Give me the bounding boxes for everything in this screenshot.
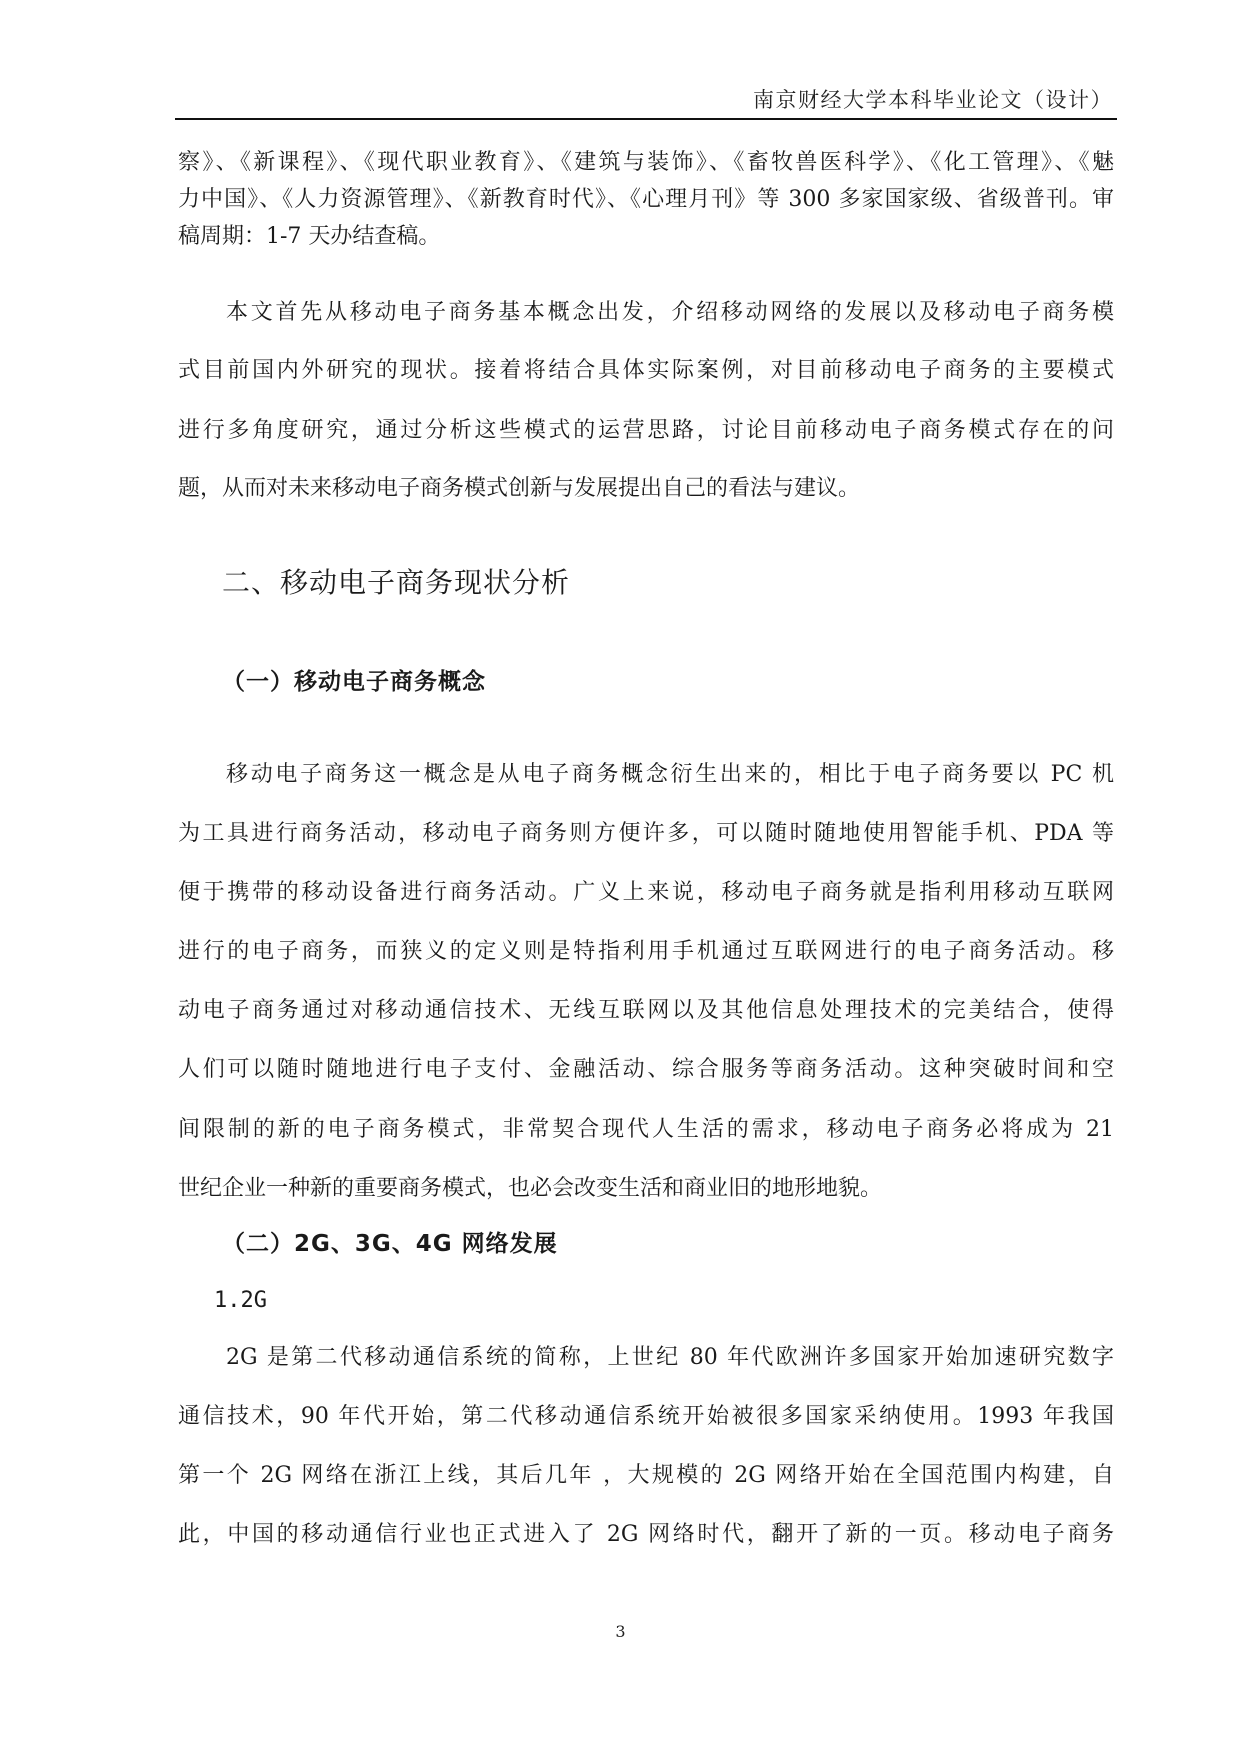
text-line: 便于携带的移动设备进行商务活动。广义上来说，移动电子商务就是指利用移动互联网 bbox=[178, 880, 1114, 905]
text-line: 为工具进行商务活动，移动电子商务则方便许多，可以随时随地使用智能手机、PDA 等 bbox=[178, 821, 1114, 846]
text-line: 间限制的新的电子商务模式，非常契合现代人生活的需求，移动电子商务必将成为 21 bbox=[178, 1117, 1114, 1142]
text-line: 世纪企业一种新的重要商务模式，也必会改变生活和商业旧的地形地貌。 bbox=[178, 1176, 883, 1201]
page-number: 3 bbox=[615, 1622, 626, 1641]
text-line: 进行多角度研究，通过分析这些模式的运营思路，讨论目前移动电子商务模式存在的问 bbox=[178, 418, 1114, 443]
text-line: 力中国》、《人力资源管理》、《新教育时代》、《心理月刊》等 300 多家国家级、省级普刊。审 bbox=[178, 187, 1114, 212]
text-line: 式目前国内外研究的现状。接着将结合具体实际案例，对目前移动电子商务的主要模式 bbox=[178, 358, 1114, 383]
item-heading: 1.2G bbox=[214, 1288, 267, 1313]
text-line: 稿周期：1-7 天办结查稿。 bbox=[178, 224, 441, 249]
text-line: 此，中国的移动通信行业也正式进入了 2G 网络时代，翻开了新的一页。移动电子商务 bbox=[178, 1522, 1114, 1547]
text-line: 人们可以随时随地进行电子支付、金融活动、综合服务等商务活动。这种突破时间和空 bbox=[178, 1057, 1114, 1082]
text-line: 题，从而对未来移动电子商务模式创新与发展提出自己的看法与建议。 bbox=[178, 476, 861, 501]
subsection-heading: （一）移动电子商务概念 bbox=[222, 669, 486, 695]
text-line: 进行的电子商务，而狭义的定义则是特指利用手机通过互联网进行的电子商务活动。移 bbox=[178, 939, 1114, 964]
subsection-heading: （二）2G、3G、4G 网络发展 bbox=[222, 1231, 558, 1257]
text-line: 2G 是第二代移动通信系统的简称，上世纪 80 年代欧洲许多国家开始加速研究数字 bbox=[226, 1345, 1114, 1370]
header-rule bbox=[175, 118, 1117, 120]
text-line: 动电子商务通过对移动通信技术、无线互联网以及其他信息处理技术的完美结合，使得 bbox=[178, 998, 1114, 1023]
text-line: 察》、《新课程》、《现代职业教育》、《建筑与装饰》、《畜牧兽医科学》、《化工管理》、《魅 bbox=[178, 150, 1114, 175]
text-line: 本文首先从移动电子商务基本概念出发，介绍移动网络的发展以及移动电子商务模 bbox=[226, 300, 1114, 325]
text-line: 第一个 2G 网络在浙江上线，其后几年 ，大规模的 2G 网络开始在全国范围内构建，自 bbox=[178, 1463, 1114, 1488]
text-line: 通信技术，90 年代开始，第二代移动通信系统开始被很多国家采纳使用。1993 年我国 bbox=[178, 1404, 1114, 1429]
header-title: 南京财经大学本科毕业论文（设计） bbox=[753, 88, 1113, 112]
section-heading: 二、移动电子商务现状分析 bbox=[222, 566, 571, 599]
text-line: 移动电子商务这一概念是从电子商务概念衍生出来的，相比于电子商务要以 PC 机 bbox=[226, 762, 1114, 787]
